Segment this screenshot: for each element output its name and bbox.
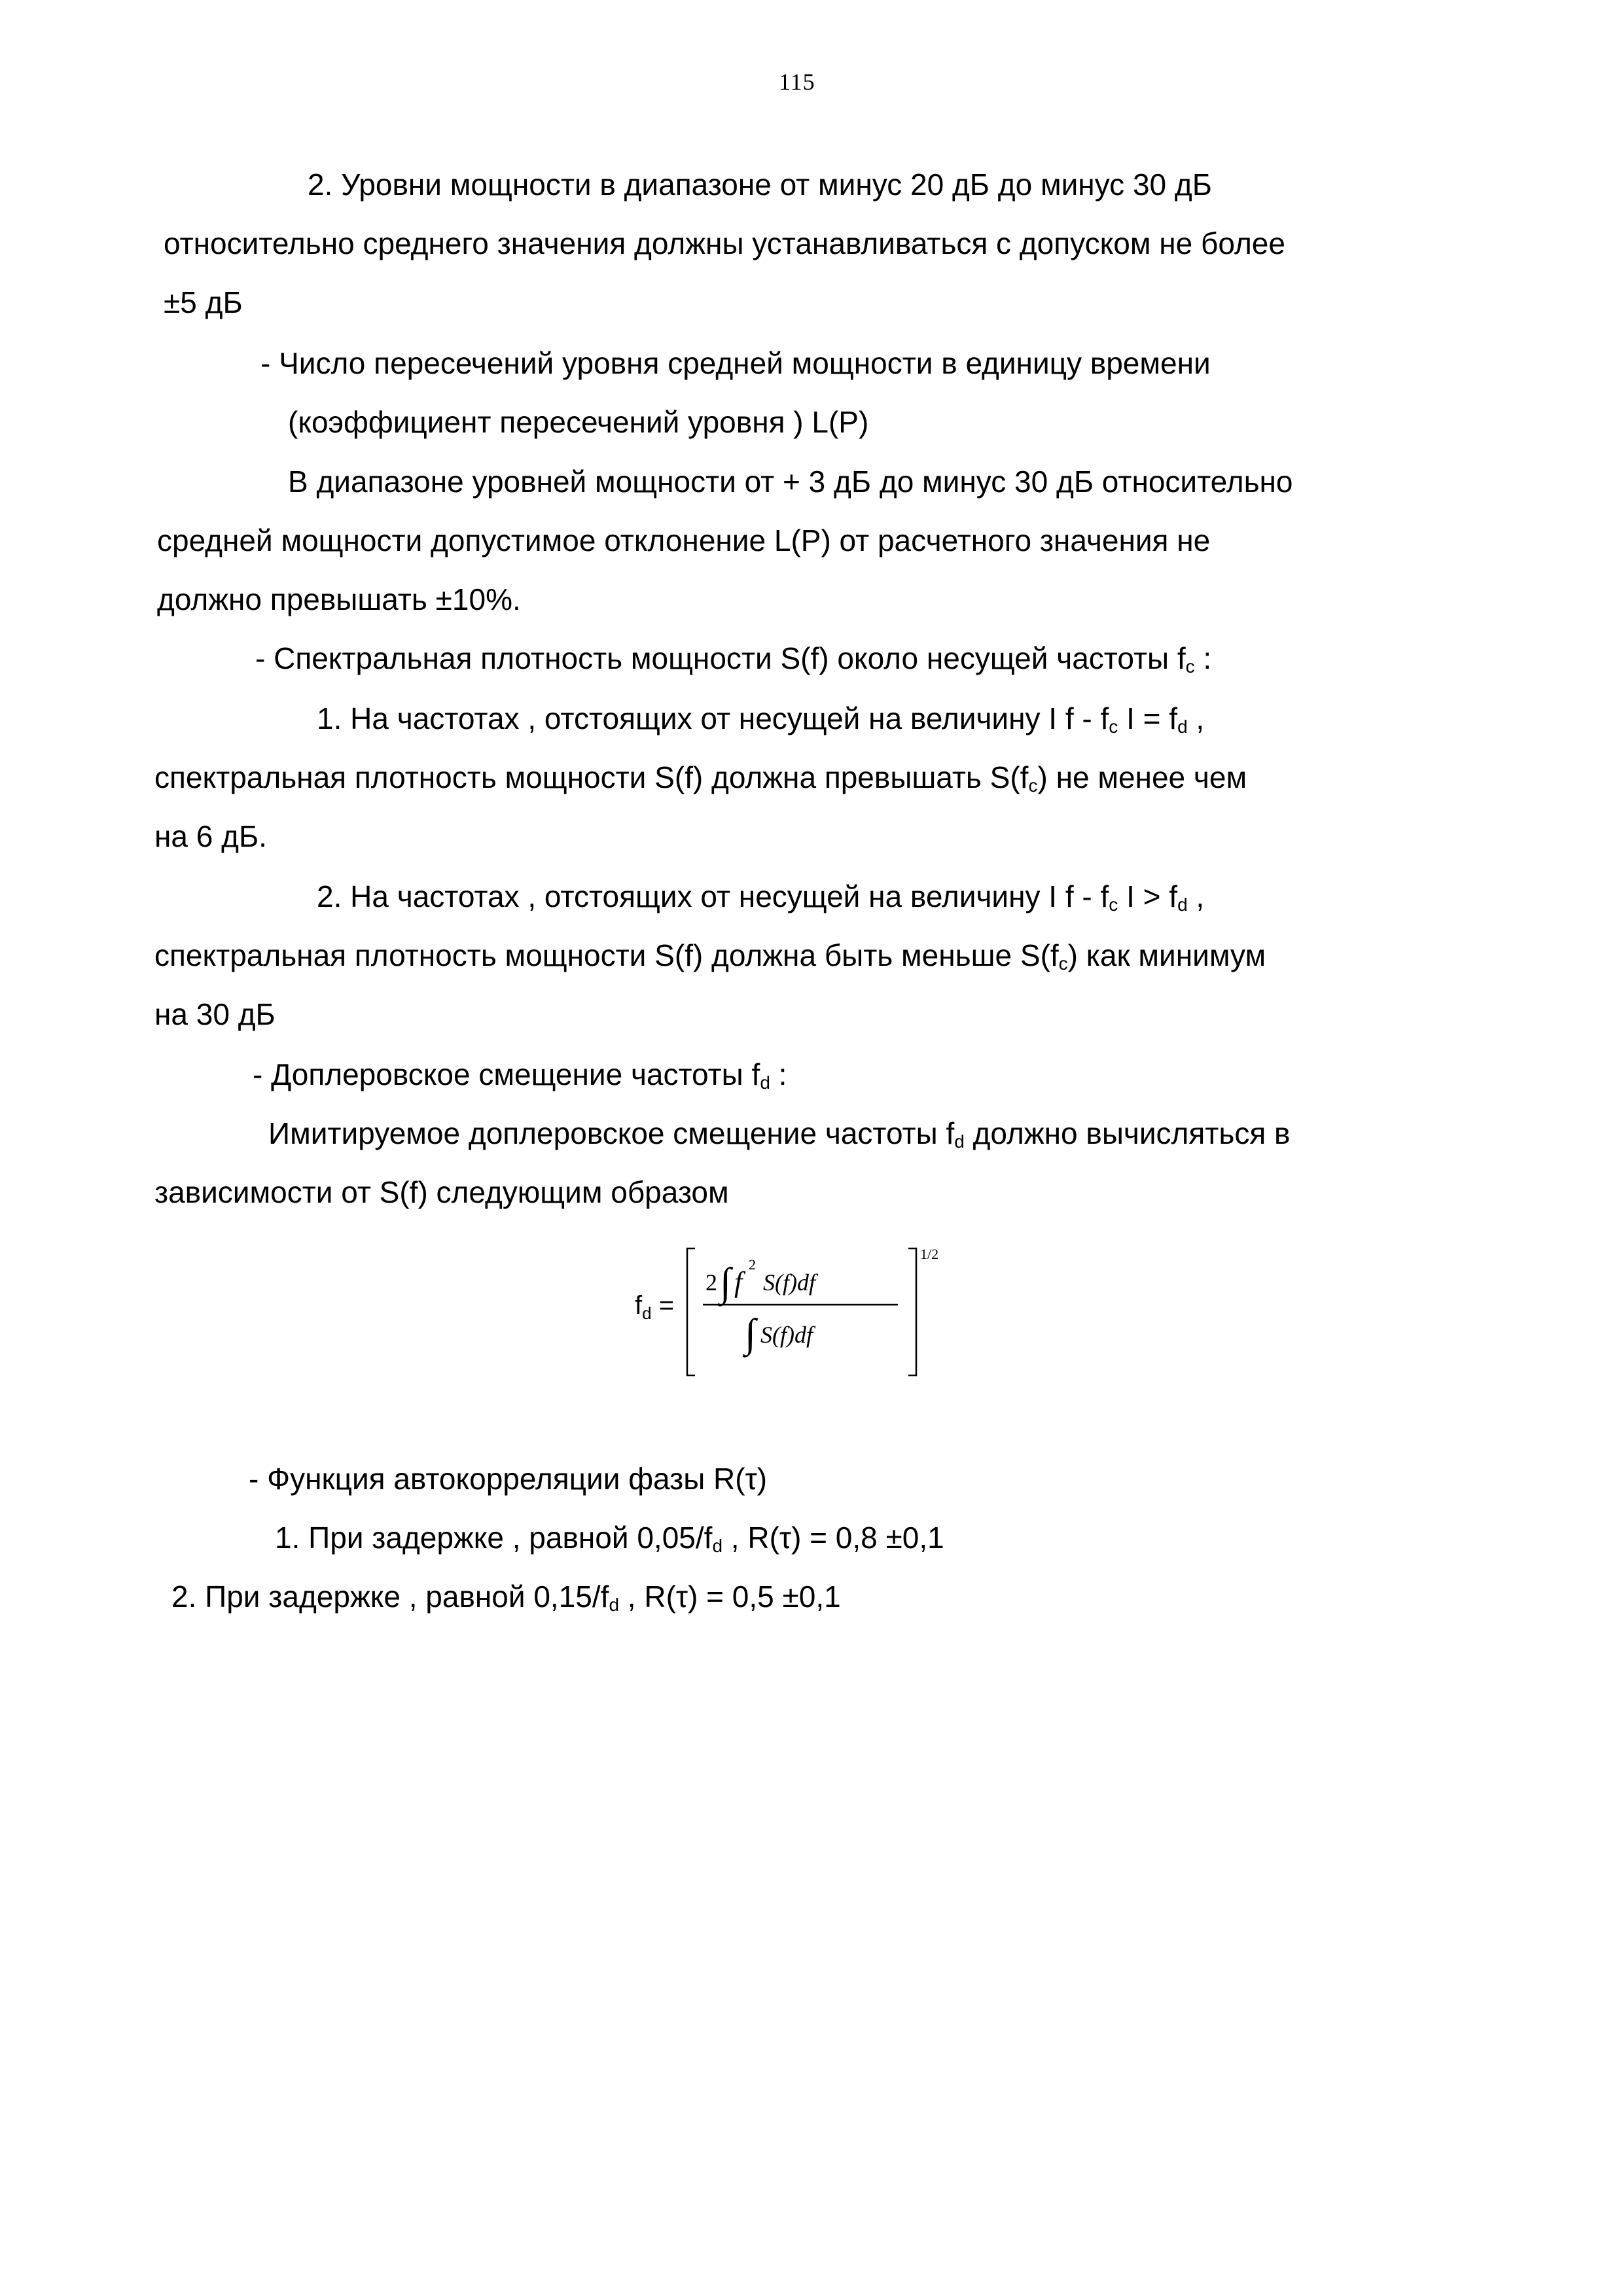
text-span: ) как минимум (1067, 938, 1266, 972)
text-span: , R(τ) = 0,5 ±0,1 (619, 1580, 841, 1614)
numerator-coef: 2 (705, 1269, 717, 1296)
text-line: 2. Уровни мощности в диапазоне от минус 20 дБ до минус 30 дБ (308, 168, 1212, 202)
power-exponent: 1/2 (920, 1246, 939, 1262)
text-line: - Число пересечений уровня средней мощности в единицу времени (260, 346, 1211, 380)
text-span: , R(τ) = 0,8 ±0,1 (722, 1521, 944, 1555)
integral-sign: ∫ (745, 1311, 756, 1356)
subscript: c (1058, 953, 1068, 974)
text-line: (коэффициент пересечений уровня ) L(P) (288, 405, 869, 439)
text-span: спектральная плотность мощности S(f) должна превышать S(f (154, 760, 1029, 794)
text-line: относительно среднего значения должны устанавливаться с допуском не более (164, 226, 1285, 260)
subscript: c (1185, 656, 1195, 677)
text-span: спектральная плотность мощности S(f) должна быть меньше S(f (154, 938, 1059, 972)
text-span: 2. На частотах , отстоящих от несущей на величину I f - f (317, 879, 1109, 913)
formula-graphic (635, 1237, 988, 1387)
text-span: 1. На частотах , отстоящих от несущей на величину I f - f (317, 701, 1109, 735)
subscript: d (609, 1595, 620, 1615)
text-span: - Доплеровское смещение частоты f (253, 1057, 760, 1091)
subscript: d (1177, 716, 1188, 737)
text-span: : (1194, 641, 1212, 675)
subscript: d (760, 1072, 770, 1093)
denominator-body: S(f)df (760, 1322, 813, 1348)
text-line (154, 936, 1266, 975)
text-span: I > f (1118, 879, 1178, 913)
text-span: I = f (1118, 701, 1178, 735)
text-line: В диапазоне уровней мощности от + 3 дБ до минус 30 дБ относительно (288, 465, 1293, 499)
numerator-exponent: 2 (749, 1256, 756, 1273)
text-span: , (1187, 701, 1205, 735)
text-span: : (770, 1057, 787, 1091)
text-line (268, 1114, 1290, 1153)
text-span: - Спектральная плотность мощности S(f) около несущей частоты f (255, 641, 1186, 675)
text-line: - Функция автокорреляции фазы R(τ) (249, 1462, 768, 1496)
text-line (154, 758, 1247, 797)
text-line: зависимости от S(f) следующим образом (154, 1175, 729, 1209)
integral-sign: ∫ (720, 1260, 731, 1305)
left-bracket (687, 1248, 695, 1375)
text-line (317, 699, 1204, 738)
subscript: c (1109, 894, 1118, 915)
subscript: d (1177, 894, 1188, 915)
text-span: 1. При задержке , равной 0,05/f (275, 1521, 713, 1555)
subscript: c (1109, 716, 1118, 737)
text-span: должно вычисляться в (964, 1116, 1291, 1150)
text-line: на 6 дБ. (154, 819, 267, 853)
text-span: , (1187, 879, 1205, 913)
numerator-body: S(f)df (763, 1269, 815, 1296)
text-span: Имитируемое доплеровское смещение частоты f (268, 1116, 955, 1150)
subscript: d (712, 1536, 723, 1556)
text-line: должно превышать ±10%. (157, 582, 521, 616)
text-span: 2. При задержке , равной 0,15/f (171, 1580, 609, 1614)
numerator-f: f (734, 1266, 743, 1298)
page-number: 115 (779, 69, 815, 95)
formula-lhs: $f_d$ = (635, 1291, 675, 1323)
text-line (171, 1577, 841, 1616)
text-line (255, 639, 1211, 678)
doppler-formula (635, 1237, 988, 1387)
subscript: d (954, 1131, 965, 1152)
text-line: ±5 дБ (164, 285, 243, 319)
text-line (253, 1055, 787, 1094)
text-line: средней мощности допустимое отклонение L(P) от расчетного значения не (157, 523, 1211, 557)
text-line (275, 1518, 944, 1557)
text-line (317, 877, 1204, 916)
text-span: ) не менее чем (1037, 760, 1247, 794)
subscript: c (1028, 775, 1038, 796)
text-line: на 30 дБ (154, 997, 276, 1031)
right-bracket (908, 1248, 916, 1375)
